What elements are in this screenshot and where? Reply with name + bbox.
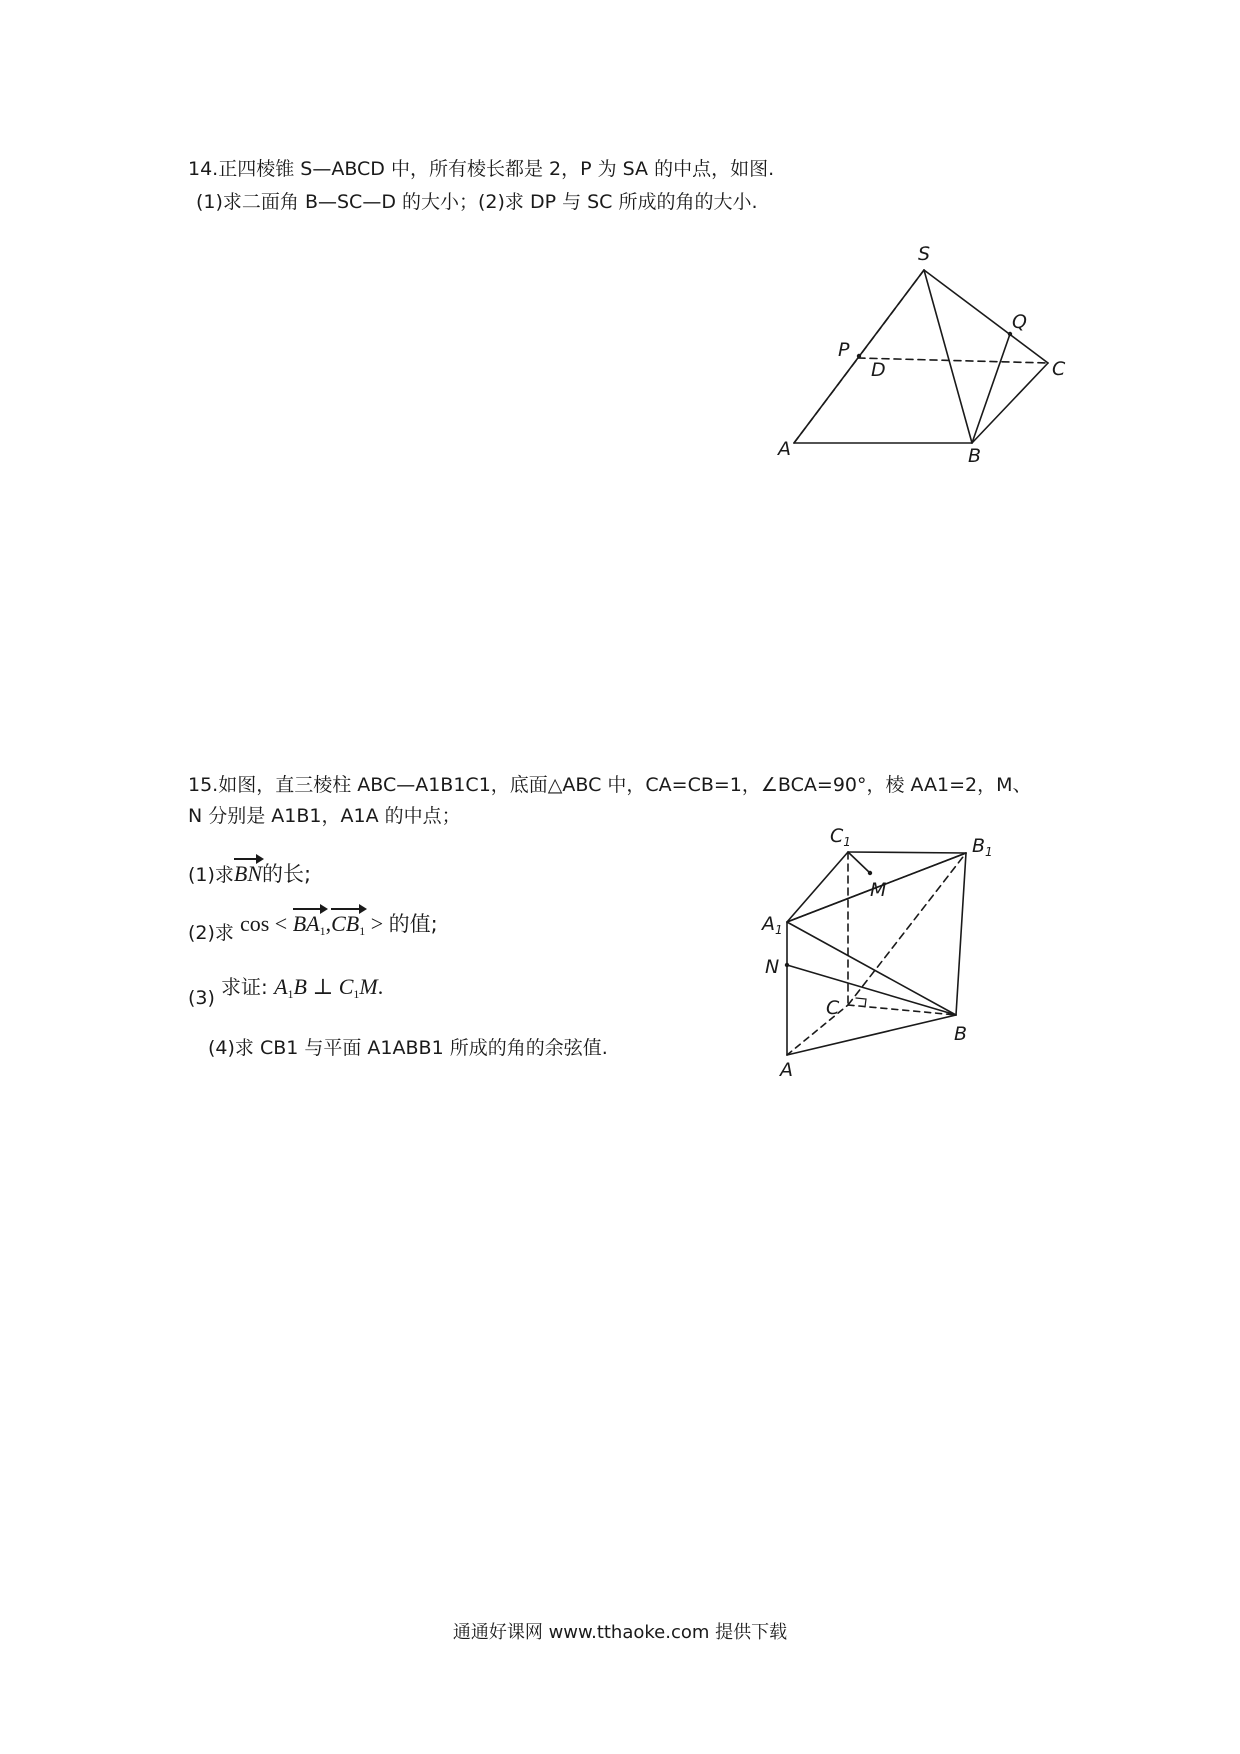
- edge-sb: [924, 270, 972, 443]
- period: .: [377, 974, 384, 999]
- label-a: A: [778, 438, 791, 460]
- question-2: [188, 911, 438, 951]
- c1-sub: 1: [353, 987, 360, 1001]
- q1-suffix: 的长;: [262, 862, 312, 886]
- point-p: [857, 354, 861, 358]
- edge-sc: [924, 270, 1048, 363]
- angle-bracket-right: >: [370, 911, 384, 936]
- problem-14-statement: 14.正四棱锥 S—ABCD 中，所有棱长都是 2，P 为 SA 的中点，如图.: [188, 158, 775, 180]
- label-a1: $A_1$: [762, 913, 783, 937]
- q1-prefix: (1)求: [188, 864, 234, 886]
- vector-ba1: [293, 912, 326, 943]
- edge-bb1: [956, 853, 966, 1015]
- edge-ab: [787, 1015, 956, 1055]
- q3-prefix: (3): [188, 987, 215, 1009]
- point-m: [868, 871, 872, 875]
- question-3: [188, 974, 384, 1016]
- label-b1: $B_1$: [972, 835, 993, 859]
- label-b: B: [954, 1023, 968, 1045]
- b-letter: B: [293, 974, 307, 999]
- vector-cb1-name: CB: [331, 911, 360, 936]
- prism-figure: [760, 820, 1000, 1080]
- angle-bracket-left: <: [274, 911, 288, 936]
- label-b: B: [968, 445, 982, 467]
- label-n: N: [765, 956, 780, 978]
- point-n: [785, 963, 789, 967]
- problem-15-statement-cont: N 分别是 A1B1，A1A 的中点；: [188, 805, 461, 827]
- q2-prefix: (2)求: [188, 922, 234, 944]
- label-p: P: [838, 339, 850, 361]
- problem-14-questions: (1)求二面角 B—SC—D 的大小；(2)求 DP 与 SC 所成的角的大小.: [196, 191, 758, 213]
- perpendicular-symbol: ⊥: [312, 974, 334, 999]
- label-c: C: [1052, 358, 1066, 380]
- problem-15-statement: 15.如图，直三棱柱 ABC—A1B1C1，底面△ABC 中，CA=CB=1，∠BCA=90°，棱 AA1=2，M、: [188, 774, 1032, 796]
- label-q: Q: [1012, 311, 1027, 333]
- edge-c1b1: [848, 852, 966, 853]
- edge-bc: [972, 363, 1048, 443]
- a1-letter: A: [274, 974, 288, 999]
- label-c1: $C_1$: [830, 825, 851, 849]
- label-d: D: [871, 359, 886, 381]
- segment-bq: [972, 334, 1010, 443]
- vector-ba1-sub: 1: [319, 924, 326, 938]
- question-4: (4)求 CB1 与平面 A1ABB1 所成的角的余弦值.: [208, 1037, 608, 1059]
- segment-a1b: [787, 922, 956, 1015]
- page-footer: 通通好课网 www.tthaoke.com 提供下载: [452, 1622, 788, 1643]
- pyramid-figure: [780, 240, 1080, 470]
- vector-cb1: [331, 912, 365, 943]
- c1-letter: C: [338, 974, 354, 999]
- segment-c1m: [848, 852, 870, 873]
- edge-a1c1: [787, 852, 848, 922]
- label-s: S: [918, 243, 931, 265]
- cos-symbol: cos: [239, 911, 270, 936]
- label-c: C: [826, 997, 840, 1019]
- vector-cb1-sub: 1: [359, 924, 366, 938]
- a1-sub: 1: [287, 987, 294, 1001]
- m-letter: M: [359, 974, 378, 999]
- label-a: A: [780, 1059, 793, 1081]
- q3-prove-label: 求证:: [220, 975, 268, 999]
- q2-suffix: 的值;: [388, 912, 438, 936]
- question-1: [188, 862, 311, 887]
- vector-bn: BN: [233, 861, 263, 886]
- label-m: M: [870, 879, 887, 901]
- vector-ba1-name: BA: [292, 911, 320, 936]
- comma: ,: [325, 911, 332, 936]
- edge-dc-hidden: [858, 358, 1048, 363]
